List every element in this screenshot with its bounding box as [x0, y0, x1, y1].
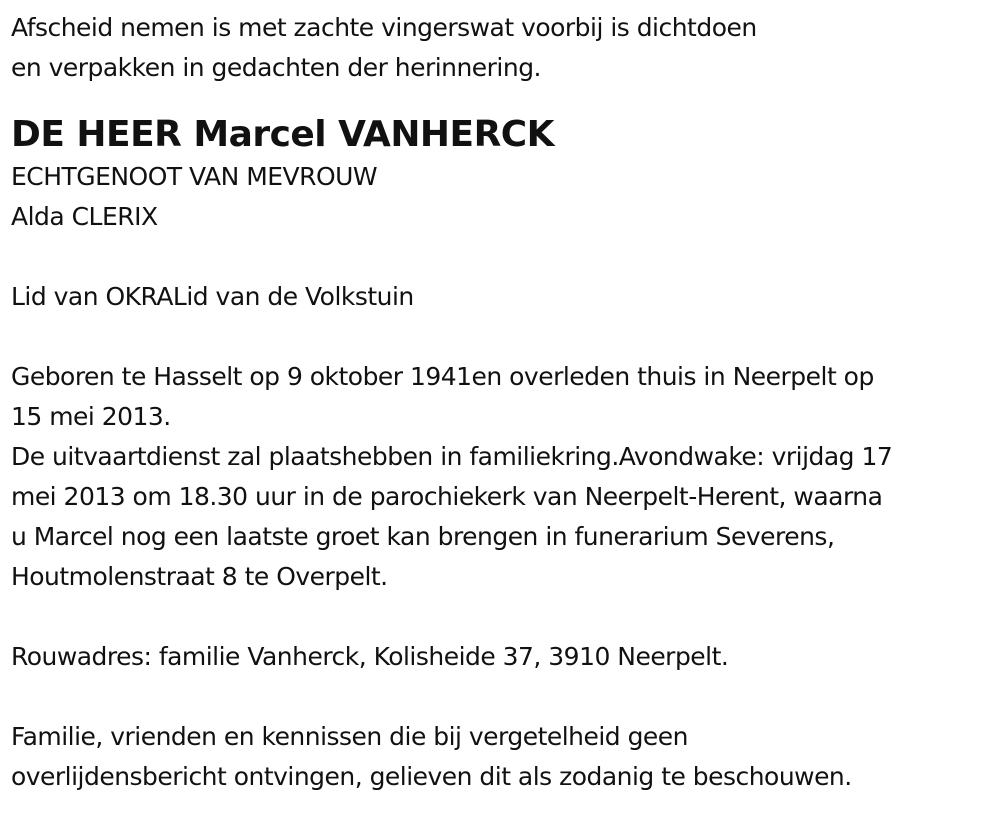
details-line-2: 15 mei 2013.: [11, 402, 171, 431]
details-line-6: Houtmolenstraat 8 te Overpelt.: [11, 562, 388, 591]
spouse-line-2: Alda CLERIX: [11, 202, 158, 231]
closing-paragraph: [11, 717, 990, 797]
details-paragraph: [11, 357, 990, 597]
details-line-5: u Marcel nog een laatste groet kan brengen in funerarium Severens,: [11, 522, 835, 551]
motto-line-1: Afscheid nemen is met zachte vingerswat voorbij is dichtdoen: [11, 13, 757, 42]
spacer: [11, 237, 990, 277]
spouse-line-1: ECHTGENOOT VAN MEVROUW: [11, 162, 378, 191]
details-line-4: mei 2013 om 18.30 uur in de parochiekerk van Neerpelt-Herent, waarna: [11, 482, 883, 511]
deceased-block: [11, 115, 990, 155]
deceased-name: DE HEER Marcel VANHERCK: [11, 114, 555, 155]
details-line-1: Geboren te Hasselt op 9 oktober 1941en overleden thuis in Neerpelt op: [11, 362, 874, 391]
address-line: Rouwadres: familie Vanherck, Kolisheide 37, 3910 Neerpelt.: [11, 642, 729, 671]
motto-line-2: en verpakken in gedachten der herinnering.: [11, 53, 541, 82]
spouse-paragraph: [11, 157, 990, 237]
closing-line-1: Familie, vrienden en kennissen die bij vergetelheid geen: [11, 722, 688, 751]
details-line-3: De uitvaartdienst zal plaatshebben in familiekring.Avondwake: vrijdag 17: [11, 442, 893, 471]
spacer: [11, 317, 990, 357]
closing-line-2: overlijdensbericht ontvingen, gelieven dit als zodanig te beschouwen.: [11, 762, 852, 791]
spacer: [11, 677, 990, 717]
membership-line: Lid van OKRALid van de Volkstuin: [11, 282, 414, 311]
motto-paragraph: [11, 8, 990, 88]
spacer: [11, 597, 990, 637]
